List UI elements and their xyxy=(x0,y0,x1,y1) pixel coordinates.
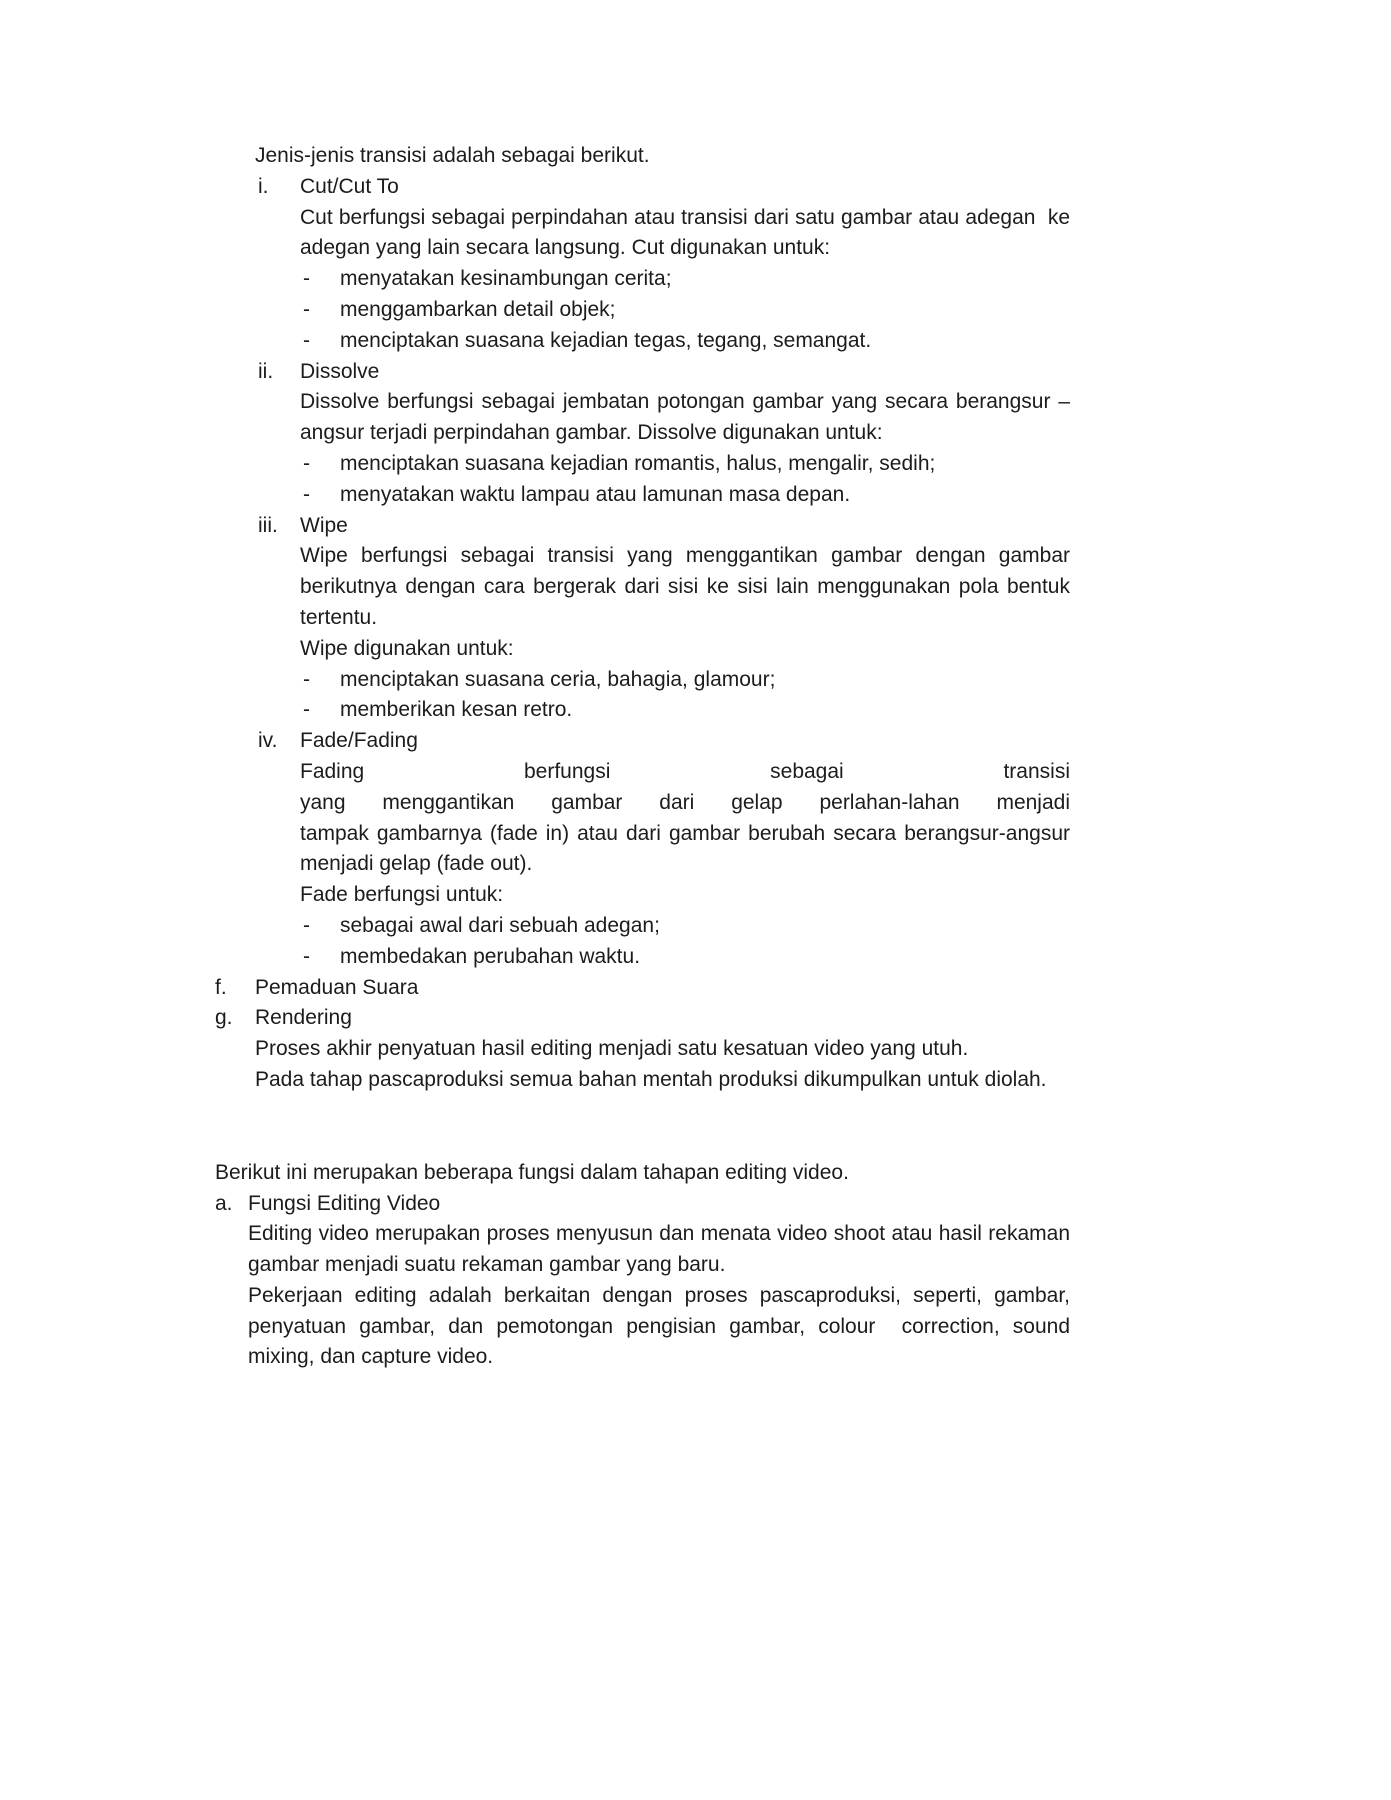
list-marker: - xyxy=(303,913,310,937)
spacer xyxy=(0,1096,1391,1158)
list-item-text: sebagai awal dari sebuah adegan; xyxy=(340,913,660,937)
list-item-text: Fade/Fading xyxy=(300,729,418,753)
letter-list-item xyxy=(215,1189,1070,1220)
document-content xyxy=(0,141,1391,1373)
text-line: Jenis-jenis transisi adalah sebagai berikut. xyxy=(255,144,650,167)
paragraph: Proses akhir penyatuan hasil editing menjadi satu kesatuan video yang utuh. xyxy=(255,1037,969,1061)
list-item-text: menciptakan suasana kejadian romantis, halus, mengalir, sedih; xyxy=(340,451,936,475)
list-item-text: Cut/Cut To xyxy=(300,174,399,198)
list-marker: iii. xyxy=(258,513,278,537)
roman-list-item xyxy=(258,726,1070,757)
list-marker: iv. xyxy=(258,729,278,753)
paragraph: Editing video merupakan proses menyusun dan menata video shoot atau hasil rekaman gambar menjadi suatu rekaman gambar yang baru. xyxy=(248,1222,1076,1277)
paragraph: Dissolve berfungsi sebagai jembatan potongan gambar yang secara berangsur – angsur terjadi perpindahan gambar. Dissolve digunakan untuk: xyxy=(300,390,1076,445)
list-item-text: Wipe xyxy=(300,513,348,537)
dash-list-item xyxy=(303,911,1070,942)
list-item-text: Rendering xyxy=(255,1006,352,1030)
list-marker: - xyxy=(303,482,310,506)
list-marker: - xyxy=(303,267,310,291)
list-item-text: membedakan perubahan waktu. xyxy=(340,944,641,968)
roman-list-item xyxy=(258,357,1070,388)
list-item-text: menciptakan suasana ceria, bahagia, glamour; xyxy=(340,667,776,691)
list-item-text: Fungsi Editing Video xyxy=(248,1191,441,1215)
dash-list-item xyxy=(303,295,1070,326)
letter-list-item xyxy=(215,973,1070,1004)
list-marker: i. xyxy=(258,174,269,198)
dash-list-item xyxy=(303,264,1070,295)
list-marker: - xyxy=(303,698,310,722)
text-line: Fading berfungsi sebagai transisi xyxy=(300,759,1070,783)
dash-list-item xyxy=(303,942,1070,973)
list-marker: g. xyxy=(215,1006,233,1030)
list-item-text: Dissolve xyxy=(300,359,380,383)
roman-list-item xyxy=(258,172,1070,203)
list-marker: - xyxy=(303,667,310,691)
list-marker: - xyxy=(303,297,310,321)
list-item-text: menyatakan waktu lampau atau lamunan masa depan. xyxy=(340,482,851,506)
paragraph: Pekerjaan editing adalah berkaitan dengan proses pascaproduksi, seperti, gambar, penyatuan gambar, dan pemotongan pengisian gambar, colour correction, sound mixing, dan capture video. xyxy=(248,1283,1076,1369)
list-marker: f. xyxy=(215,975,227,999)
dash-list-item xyxy=(303,449,1070,480)
list-marker: a. xyxy=(215,1191,233,1215)
letter-list-item xyxy=(215,1003,1070,1034)
dash-list-item xyxy=(303,665,1070,696)
text-line: Wipe digunakan untuk: xyxy=(300,636,514,660)
paragraph: Pada tahap pascaproduksi semua bahan mentah produksi dikumpulkan untuk diolah. xyxy=(255,1067,1047,1091)
list-marker: - xyxy=(303,328,310,352)
paragraph: tampak gambarnya (fade in) atau dari gambar berubah secara berangsur-angsur menjadi gelap (fade out). xyxy=(300,821,1076,876)
dash-list-item xyxy=(303,695,1070,726)
dash-list-item xyxy=(303,480,1070,511)
list-marker: ii. xyxy=(258,359,274,383)
list-item-text: menggambarkan detail objek; xyxy=(340,297,616,321)
paragraph: Wipe berfungsi sebagai transisi yang menggantikan gambar dengan gambar berikutnya dengan cara bergerak dari sisi ke sisi lain menggunakan pola bentuk tertentu. xyxy=(300,544,1076,629)
list-item-text: menyatakan kesinambungan cerita; xyxy=(340,267,672,291)
paragraph: Cut berfungsi sebagai perpindahan atau transisi dari satu gambar atau adegan ke adegan yang lain secara langsung. Cut digunakan untuk: xyxy=(300,205,1076,260)
text-line: Fade berfungsi untuk: xyxy=(300,883,504,907)
list-item-text: Pemaduan Suara xyxy=(255,975,419,999)
list-marker: - xyxy=(303,451,310,475)
dash-list-item xyxy=(303,326,1070,357)
text-line: Berikut ini merupakan beberapa fungsi dalam tahapan editing video. xyxy=(215,1160,849,1184)
text-line: yang menggantikan gambar dari gelap perlahan-lahan menjadi xyxy=(300,790,1070,814)
roman-list-item xyxy=(258,511,1070,542)
list-marker: - xyxy=(303,944,310,968)
list-item-text: memberikan kesan retro. xyxy=(340,698,573,722)
list-item-text: menciptakan suasana kejadian tegas, tegang, semangat. xyxy=(340,328,872,352)
